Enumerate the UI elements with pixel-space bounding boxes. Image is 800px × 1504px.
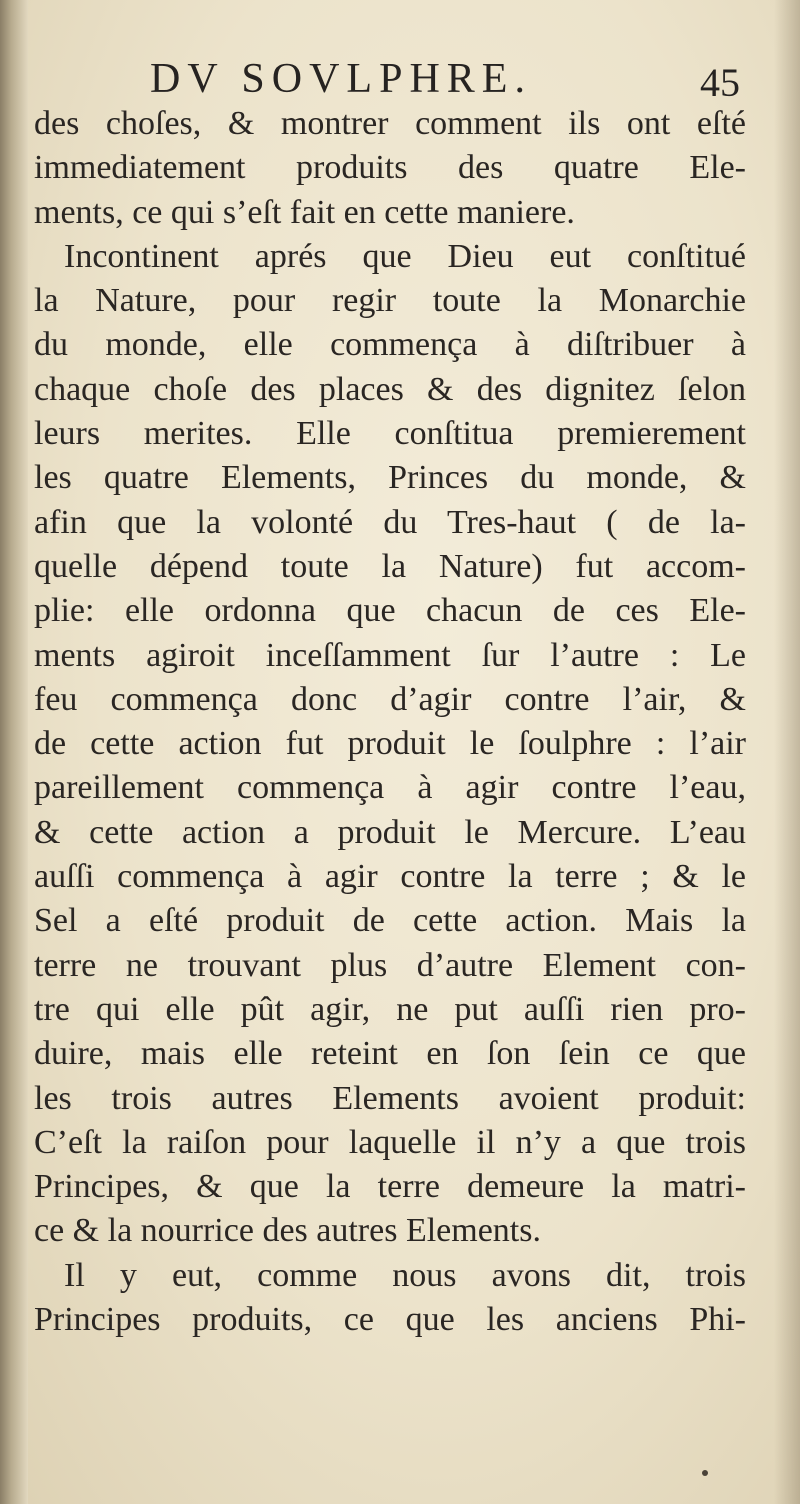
- text-line: Incontinent aprés que Dieu eut conſtitué: [64, 237, 746, 275]
- body-text: [34, 102, 746, 1342]
- text-line: immediatement produits des quatre Ele-: [34, 149, 746, 187]
- text-line: ments agiroit inceſſamment ſur l’autre : Le: [34, 636, 746, 674]
- text-line: tre qui elle pût agir, ne put auſſi rien pro-: [34, 990, 746, 1028]
- text-line: afin que la volonté du Tres-haut ( de la-: [34, 503, 746, 541]
- page-number: 45: [700, 60, 740, 105]
- text-line: les quatre Elements, Princes du monde, &: [34, 459, 746, 497]
- page-edge-shadow: [774, 0, 800, 1504]
- text-line: Sel a eſté produit de cette action. Mais la: [34, 902, 746, 940]
- text-line: feu commença donc d’agir contre l’air, &: [34, 680, 746, 718]
- text-line: des choſes, & montrer comment ils ont eſté: [34, 105, 746, 142]
- text-line: auſſi commença à agir contre la terre ; & le: [34, 858, 746, 896]
- text-line: ce & la nourrice des autres Elements.: [34, 1212, 541, 1250]
- text-line: Principes, & que la terre demeure la matri-: [34, 1168, 746, 1206]
- text-line: quelle dépend toute la Nature) fut accom-: [34, 547, 746, 585]
- text-line: de cette action fut produit le ſoulphre : l’air: [34, 725, 746, 763]
- text-line: C’eſt la raiſon pour laquelle il n’y a que trois: [34, 1123, 746, 1161]
- text-line: duire, mais elle reteint en ſon ſein ce que: [34, 1035, 746, 1073]
- text-line: chaque choſe des places & des dignitez ſelon: [34, 370, 746, 408]
- text-line: terre ne trouvant plus d’autre Element con-: [34, 946, 746, 984]
- text-line: Principes produits, ce que les anciens Phi-: [34, 1301, 746, 1339]
- text-line: pareillement commença à agir contre l’eau,: [34, 769, 746, 807]
- page-binding-shadow: [0, 0, 28, 1504]
- text-line: du monde, elle commença à diſtribuer à: [34, 326, 746, 364]
- text-line: ments, ce qui s’eſt fait en cette maniere.: [34, 193, 575, 231]
- text-line: leurs merites. Elle conſtitua premierement: [34, 415, 746, 453]
- text-line: Il y eut, comme nous avons dit, trois: [64, 1256, 746, 1294]
- text-line: la Nature, pour regir toute la Monarchie: [34, 282, 746, 320]
- ink-speck: [702, 1470, 708, 1476]
- running-title: DV SOVLPHRE.: [150, 56, 532, 102]
- text-line: plie: elle ordonna que chacun de ces Ele-: [34, 592, 746, 630]
- text-line: les trois autres Elements avoient produit:: [34, 1079, 746, 1117]
- text-line: & cette action a produit le Mercure. L’eau: [34, 813, 746, 851]
